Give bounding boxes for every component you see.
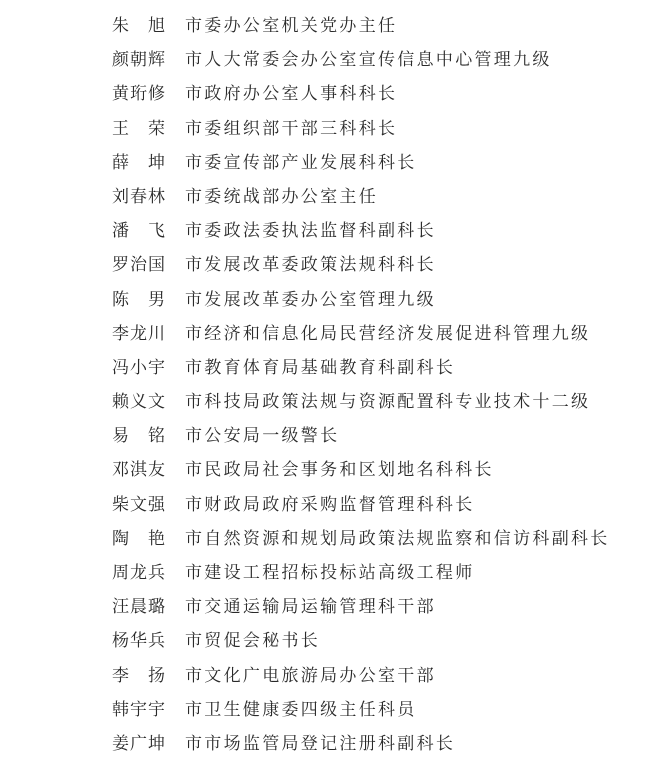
person-name: 周龙兵: [112, 563, 166, 583]
person-title: 市卫生健康委四级主任科员: [185, 699, 417, 720]
person-title: 市建设工程招标投标站高级工程师: [185, 563, 475, 583]
list-item: [0, 317, 652, 351]
person-title: 市人大常委会办公室宣传信息中心管理九级: [185, 50, 552, 71]
list-item: [0, 351, 652, 385]
person-name: 颜朝辉: [112, 50, 166, 71]
person-title: 市发展改革委办公室管理九级: [185, 289, 436, 310]
person-title: 市民政局社会事务和区划地名科科长: [185, 460, 494, 481]
person-name: 王 荣: [112, 118, 166, 139]
person-title: 市文化广电旅游局办公室干部: [185, 665, 436, 686]
person-title: 市贸促会秘书长: [185, 631, 321, 652]
list-item: [0, 419, 652, 453]
list-item: [0, 693, 652, 727]
personnel-list: [0, 9, 652, 761]
person-name: 李龙川: [112, 323, 166, 344]
person-name: 朱 旭: [112, 16, 166, 36]
person-title: 市发展改革委政策法规科科长: [185, 255, 436, 276]
person-title: 市公安局一级警长: [185, 426, 340, 447]
person-title: 市委组织部干部三科科长: [185, 118, 398, 139]
list-item: [0, 77, 652, 111]
list-item: [0, 453, 652, 487]
person-name: 罗治国: [112, 255, 166, 276]
list-item: [0, 488, 652, 522]
person-name: 陶 艳: [112, 528, 166, 549]
list-item: [0, 146, 652, 180]
person-name: 柴文强: [112, 494, 166, 515]
person-name: 邓淇友: [112, 460, 166, 481]
person-title: 市交通运输局运输管理科干部: [185, 597, 436, 618]
person-title: 市科技局政策法规与资源配置科专业技术十二级: [185, 392, 591, 413]
list-item: [0, 9, 652, 43]
person-name: 冯小宇: [112, 357, 166, 378]
list-item: [0, 180, 652, 214]
person-name: 李 扬: [112, 665, 166, 686]
person-name: 汪晨璐: [112, 597, 166, 618]
person-name: 韩宇宇: [112, 699, 166, 720]
person-name: 易 铭: [112, 426, 166, 447]
person-name: 刘春林: [112, 186, 166, 207]
person-title: 市委办公室机关党办主任: [185, 16, 398, 36]
person-title: 市财政局政府采购监督管理科科长: [185, 494, 475, 515]
person-title: 市政府办公室人事科科长: [185, 84, 398, 105]
list-item: [0, 590, 652, 624]
person-title: 市委政法委执法监督科副科长: [185, 221, 436, 242]
list-item: [0, 248, 652, 282]
person-name: 潘 飞: [112, 221, 166, 242]
person-title: 市自然资源和规划局政策法规监察和信访科副科长: [185, 528, 610, 549]
person-title: 市经济和信息化局民营经济发展促进科管理九级: [185, 323, 591, 344]
list-item: [0, 43, 652, 77]
list-item: [0, 385, 652, 419]
person-name: 杨华兵: [112, 631, 166, 652]
list-item: [0, 522, 652, 556]
list-item: [0, 283, 652, 317]
person-name: 黄珩修: [112, 84, 166, 105]
list-item: [0, 556, 652, 590]
person-name: 陈 男: [112, 289, 166, 310]
list-item: [0, 659, 652, 693]
list-item: [0, 727, 652, 761]
list-item: [0, 112, 652, 146]
person-title: 市委宣传部产业发展科科长: [185, 152, 417, 173]
list-item: [0, 624, 652, 658]
person-name: 薛 坤: [112, 152, 166, 173]
person-title: 市市场监管局登记注册科副科长: [185, 733, 456, 754]
person-title: 市委统战部办公室主任: [185, 186, 378, 207]
person-title: 市教育体育局基础教育科副科长: [185, 357, 456, 378]
list-item: [0, 214, 652, 248]
person-name: 姜广坤: [112, 733, 166, 754]
person-name: 赖义文: [112, 392, 166, 413]
